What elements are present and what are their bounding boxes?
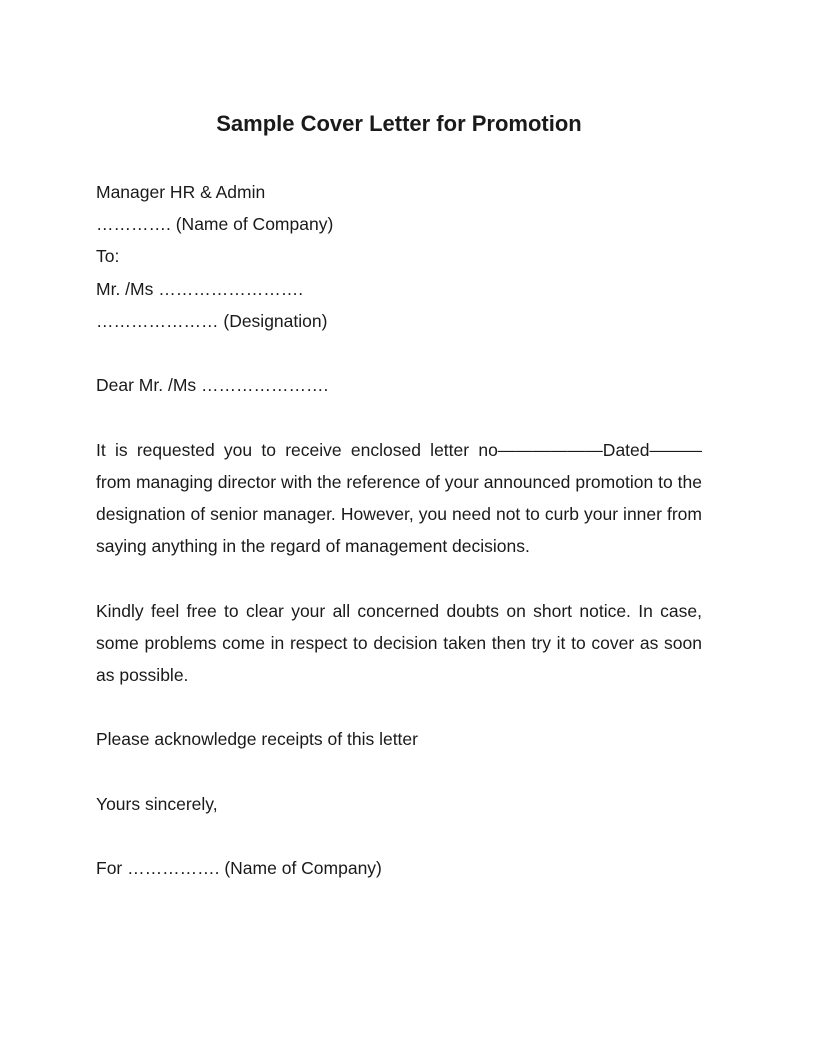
paragraph-doubts: Kindly feel free to clear your all concerned doubts on short notice. In case, some problems come in respect to decision taken then try it to cover as soon as possible. bbox=[96, 600, 702, 685]
salutation: Dear Mr. /Ms …………………. bbox=[96, 375, 329, 396]
letter-body bbox=[96, 176, 702, 884]
paragraph-request: It is requested you to receive enclosed letter no——————Dated——— from managing director with the reference of your announced promotion to the designation of senior manager. However, you need not to curb your inner from saying anything in the regard of management decisions. bbox=[96, 439, 702, 557]
closing: Yours sincerely, bbox=[96, 793, 218, 814]
spacer bbox=[96, 691, 702, 723]
page-title: Sample Cover Letter for Promotion bbox=[216, 110, 582, 136]
spacer bbox=[96, 820, 702, 852]
company-line: …………. (Name of Company) bbox=[96, 214, 334, 235]
acknowledge-line: Please acknowledge receipts of this letter bbox=[96, 729, 418, 750]
spacer bbox=[96, 562, 702, 594]
recipient-line: Mr. /Ms ……………………. bbox=[96, 278, 304, 299]
sender-title: Manager HR & Admin bbox=[96, 182, 266, 202]
spacer bbox=[96, 337, 702, 369]
spacer bbox=[96, 756, 702, 788]
spacer bbox=[96, 401, 702, 433]
signature-line: For ……………. (Name of Company) bbox=[96, 858, 382, 879]
designation-line: ………………… (Designation) bbox=[96, 310, 328, 331]
to-label: To: bbox=[96, 246, 120, 267]
